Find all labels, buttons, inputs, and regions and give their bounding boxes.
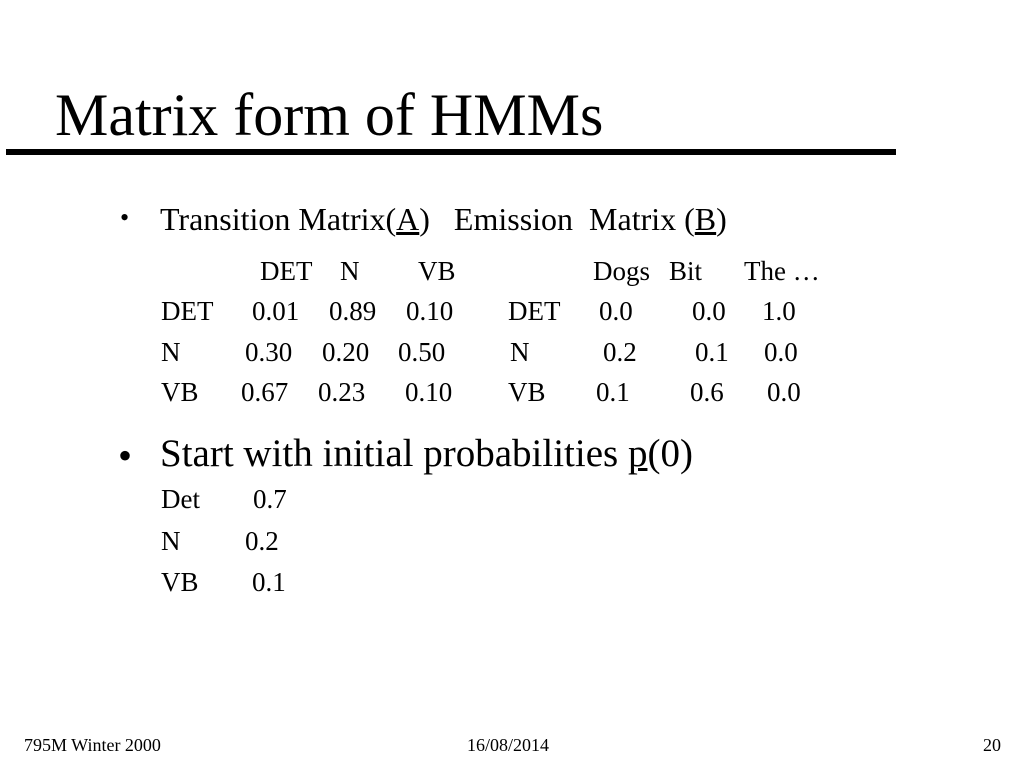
bullet-2-text — [160, 434, 693, 473]
transition-header-vb: VB — [418, 256, 456, 286]
transition-cell: 0.10 — [406, 296, 454, 326]
title-underline — [6, 149, 896, 155]
transition-cell: 0.10 — [405, 377, 453, 407]
initial-value: 0.2 — [245, 526, 279, 556]
transition-row-label: VB — [161, 377, 199, 407]
transition-cell: 0.23 — [318, 377, 366, 407]
transition-cell: 0.01 — [252, 296, 300, 326]
footer-page-number: 20 — [983, 735, 1001, 755]
emission-cell: 0.0 — [764, 337, 798, 367]
initial-label: Det — [161, 484, 200, 514]
emission-header-dogs: Dogs — [593, 256, 651, 286]
emission-cell: 0.0 — [599, 296, 633, 326]
slide-title: Matrix form of HMMs — [55, 82, 604, 148]
bullet-2-suffix: (0) — [647, 432, 693, 475]
bullet-1-text — [160, 203, 727, 235]
emission-row-label: N — [510, 337, 530, 367]
transition-cell: 0.20 — [322, 337, 370, 367]
emission-row-label: VB — [508, 377, 546, 407]
initial-value: 0.7 — [253, 484, 287, 514]
emission-cell: 0.0 — [692, 296, 726, 326]
transition-row-label: N — [161, 337, 181, 367]
emission-cell: 0.1 — [695, 337, 729, 367]
emission-cell: 0.2 — [603, 337, 637, 367]
transition-header-det: DET — [260, 256, 313, 286]
emission-cell: 0.6 — [690, 377, 724, 407]
bullet-2-prefix: Start with initial probabilities — [160, 432, 628, 475]
bullet-marker-1: • — [120, 203, 130, 232]
bullet-marker-2: • — [118, 433, 133, 478]
transition-row-label: DET — [161, 296, 214, 326]
initial-label: N — [161, 526, 181, 556]
transition-header-n: N — [340, 256, 360, 286]
matrix-a-letter: A — [396, 201, 420, 237]
initial-label: VB — [161, 567, 199, 597]
transition-cell: 0.89 — [329, 296, 377, 326]
emission-cell: 0.1 — [596, 377, 630, 407]
bullet-1-middle: ) Emission Matrix ( — [419, 201, 695, 237]
emission-cell: 1.0 — [762, 296, 796, 326]
transition-cell: 0.67 — [241, 377, 289, 407]
emission-row-label: DET — [508, 296, 561, 326]
transition-cell: 0.30 — [245, 337, 293, 367]
footer-course: 795M Winter 2000 — [24, 735, 161, 755]
footer-date: 16/08/2014 — [467, 735, 550, 755]
bullet-1-prefix: Transition Matrix( — [160, 201, 397, 237]
bullet-1-suffix: ) — [716, 201, 727, 237]
matrix-b-letter: B — [694, 201, 717, 237]
initial-value: 0.1 — [252, 567, 286, 597]
emission-header-bit: Bit — [669, 256, 703, 286]
transition-cell: 0.50 — [398, 337, 446, 367]
emission-header-the: The … — [744, 256, 820, 286]
emission-cell: 0.0 — [767, 377, 801, 407]
p-letter: p — [627, 432, 648, 475]
